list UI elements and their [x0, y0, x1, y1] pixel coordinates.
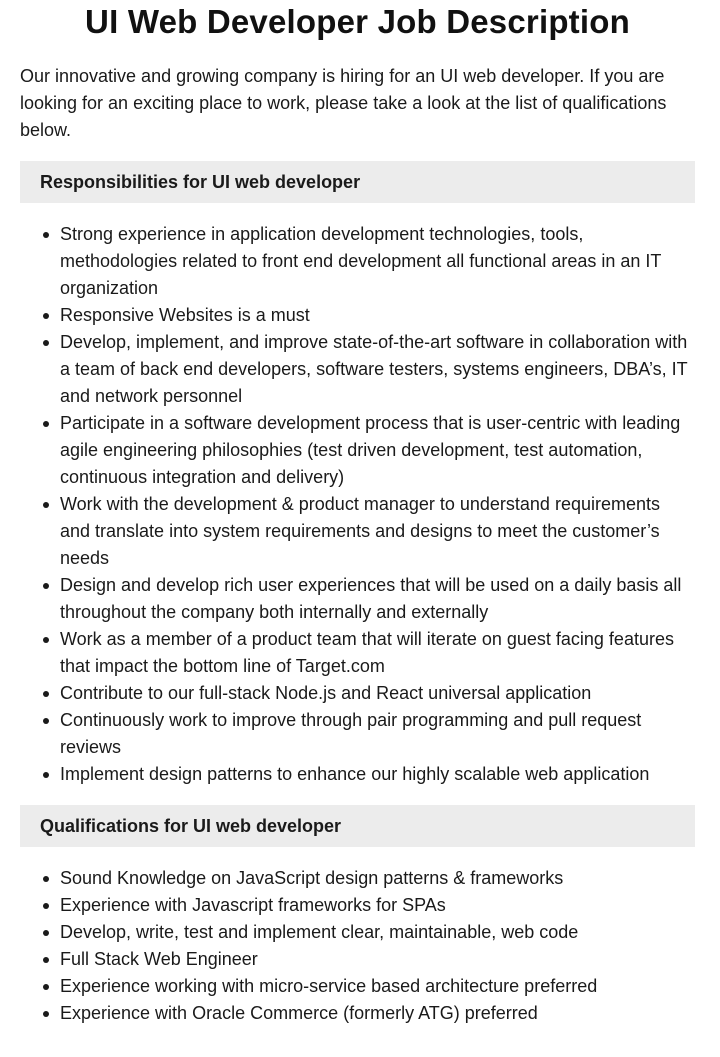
page-title: UI Web Developer Job Description — [85, 3, 630, 40]
list-item: Strong experience in application development technologies, tools, methodologies related to front end development all functional areas in an IT organization — [60, 221, 695, 302]
list-item: Implement design patterns to enhance our highly scalable web application — [60, 761, 695, 788]
list-item: Full Stack Web Engineer — [60, 946, 695, 973]
responsibilities-list — [20, 221, 695, 788]
qualifications-heading: Qualifications for UI web developer — [20, 805, 695, 847]
list-item: Experience working with micro-service based architecture preferred — [60, 973, 695, 1000]
list-item: Sound Knowledge on JavaScript design patterns & frameworks — [60, 865, 695, 892]
list-item: Contribute to our full-stack Node.js and React universal application — [60, 680, 695, 707]
list-item: Experience with Oracle Commerce (formerly ATG) preferred — [60, 1000, 695, 1027]
list-item: Experience with Javascript frameworks for SPAs — [60, 892, 695, 919]
list-item: Work with the development & product manager to understand requirements and translate into system requirements and designs to meet the customer’s needs — [60, 491, 695, 572]
list-item: Develop, write, test and implement clear, maintainable, web code — [60, 919, 695, 946]
qualifications-list — [20, 865, 695, 1027]
list-item: Continuously work to improve through pair programming and pull request reviews — [60, 707, 695, 761]
intro-paragraph: Our innovative and growing company is hiring for an UI web developer. If you are looking for an exciting place to work, please take a look at the list of qualifications below. — [20, 66, 667, 140]
list-item: Develop, implement, and improve state-of-the-art software in collaboration with a team of back end developers, software testers, systems engineers, DBA’s, IT and network personnel — [60, 329, 695, 410]
responsibilities-heading: Responsibilities for UI web developer — [20, 161, 695, 203]
list-item: Participate in a software development process that is user-centric with leading agile engineering philosophies (test driven development, test automation, continuous integration and delivery) — [60, 410, 695, 491]
list-item: Design and develop rich user experiences that will be used on a daily basis all throughout the company both internally and externally — [60, 572, 695, 626]
list-item: Responsive Websites is a must — [60, 302, 695, 329]
list-item: Work as a member of a product team that will iterate on guest facing features that impact the bottom line of Target.com — [60, 626, 695, 680]
